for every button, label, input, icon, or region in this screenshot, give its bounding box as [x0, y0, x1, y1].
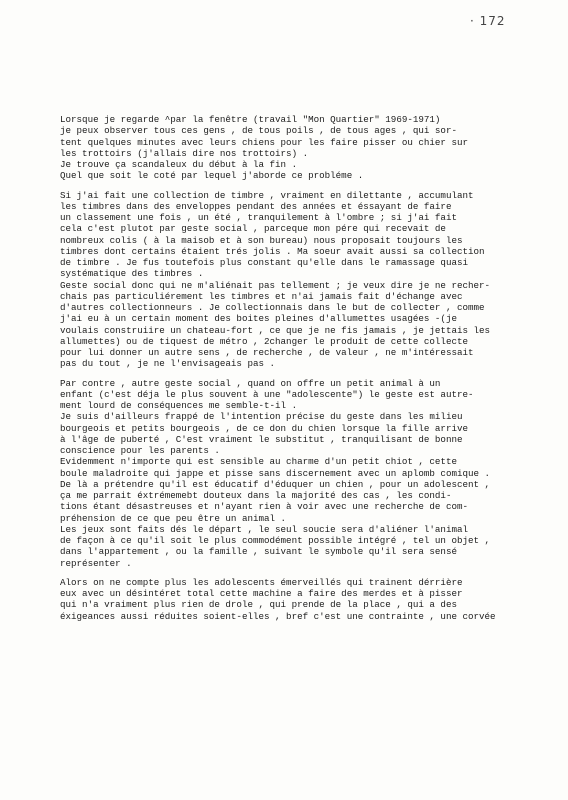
- text-line: représenter .: [60, 557, 132, 569]
- text-line: Quel que soit le coté par lequel j'aborde ce probléme .: [60, 170, 364, 182]
- text-line: de façon à ce qu'il soit le plus commodément possible intégré , tel un objet ,: [60, 535, 491, 546]
- text-line: un classement une fois , un été , tranquilement à l'ombre ; si j'ai fait: [60, 212, 457, 223]
- text-line: timbres dont certains étaient trés jolis . Ma soeur avait aussi sa collection: [60, 245, 485, 257]
- text-line: les trottoirs (j'allais dire nos trottoirs) .: [60, 147, 309, 159]
- text-line: éxigeances aussi réduites soient-elles , bref c'est une contrainte , une corvée: [60, 610, 496, 622]
- text-line: qui n'a vraiment plus rien de drole , qui prende de la place , qui a des: [60, 599, 457, 611]
- text-line: Je suis d'ailleurs frappé de l'intention précise du geste dans les milieu: [60, 411, 463, 423]
- paragraph-4: [60, 577, 530, 622]
- text-line: Geste social donc qui ne m'aliénait pas tellement ; je veux dire je ne recher-: [60, 279, 491, 291]
- text-line: les timbres dans des enveloppes pendant des années et éssayant de faire: [60, 200, 452, 212]
- text-line: Si j'ai fait une collection de timbre , vraiment en dilettante , accumulant: [60, 189, 474, 201]
- text-line: ment lourd de conséquences me semble-t-il .: [60, 400, 298, 411]
- text-line: eux avec un désintéret total cette machine a faire des merdes et à pisser: [60, 588, 463, 599]
- text-line: allumettes) ou de tiquest de métro , 2changer le produit de cette collecte: [60, 335, 468, 347]
- text-line: de timbre . Je fus toutefois plus constant qu'elle dans le ramassage quasi: [60, 257, 468, 268]
- text-line: à l'âge de puberté , C'est vraiment le substitut , tranquilisant de bonne: [60, 433, 463, 445]
- text-line: Alors on ne compte plus les adolescents émerveillés qui trainent dérrière: [60, 576, 463, 588]
- page-number: · 172: [470, 14, 506, 28]
- text-line: Par contre , autre geste social , quand on offre un petit animal à un: [60, 377, 441, 389]
- text-line: conscience pour les parents .: [60, 445, 220, 456]
- paragraph-1: [60, 114, 530, 182]
- text-line: tions étant désastreuses et n'ayant rien à voir avec une recherche de com-: [60, 501, 468, 513]
- text-line: je peux observer tous ces gens , de tous poils , de tous ages , qui sor-: [60, 125, 457, 137]
- text-line: boule maladroite qui jappe et pisse sans discernement avec un aplomb comique .: [60, 467, 491, 479]
- text-line: préhension de ce que peu être un animal .: [60, 512, 287, 524]
- paragraph-2: [60, 190, 530, 370]
- text-line: enfant (c'est déja le plus souvent à une "adolescente") le geste est autre-: [60, 388, 474, 400]
- text-line: ça me parrait éxtrémemebt douteux dans la majorité des cas , les condi-: [60, 490, 452, 501]
- document-body: [60, 114, 530, 622]
- text-line: Je trouve ça scandaleux du début à la fin .: [60, 159, 298, 170]
- text-line: j'ai eu à un certain moment des boites pleines d'allumettes usagées -(je: [60, 313, 457, 325]
- text-line: Les jeux sont faits dés le départ , le seul soucie sera d'aliéner l'animal: [60, 523, 468, 535]
- text-line: d'autres collectionneurs . Je collectionnais dans le but de collecter , comme: [60, 302, 485, 313]
- text-line: voulais construiire un chateau-fort , ce que je ne fis jamais , je jettais les: [60, 324, 491, 336]
- text-line: pour lui donner un autre sens , de recherche , de valeur , ne m'intéressait: [60, 347, 474, 358]
- paragraph-3: [60, 378, 530, 569]
- text-line: dans l'appartement , ou la famille , suivant le symbole qu'il sera sensé: [60, 546, 457, 558]
- text-line: pas du tout , je ne l'envisageais pas .: [60, 358, 276, 370]
- text-line: Evidemment n'importe qui est sensible au charme d'un petit chiot , cette: [60, 456, 457, 468]
- text-line: bourgeois et petits bourgeois , de ce don du chien lorsque la fille arrive: [60, 422, 468, 434]
- text-line: nombreux colis ( à la maisob et à son bureau) nous proposait toujours les: [60, 234, 463, 246]
- text-line: Lorsque je regarde ^par la fenêtre (travail "Mon Quartier" 1969-1971): [60, 114, 441, 125]
- text-line: tent quelques minutes avec leurs chiens pour les faire pisser ou chier sur: [60, 136, 468, 148]
- text-line: cela c'est plutot par geste social , parceque mon pére qui recevait de: [60, 223, 446, 235]
- text-line: De là a prétendre qu'il est éducatif d'éduquer un chien , pour un adolescent ,: [60, 478, 491, 490]
- text-line: chais pas particuliérement les timbres et n'ai jamais fait d'échange avec: [60, 290, 463, 302]
- text-line: systématique des timbres .: [60, 268, 204, 280]
